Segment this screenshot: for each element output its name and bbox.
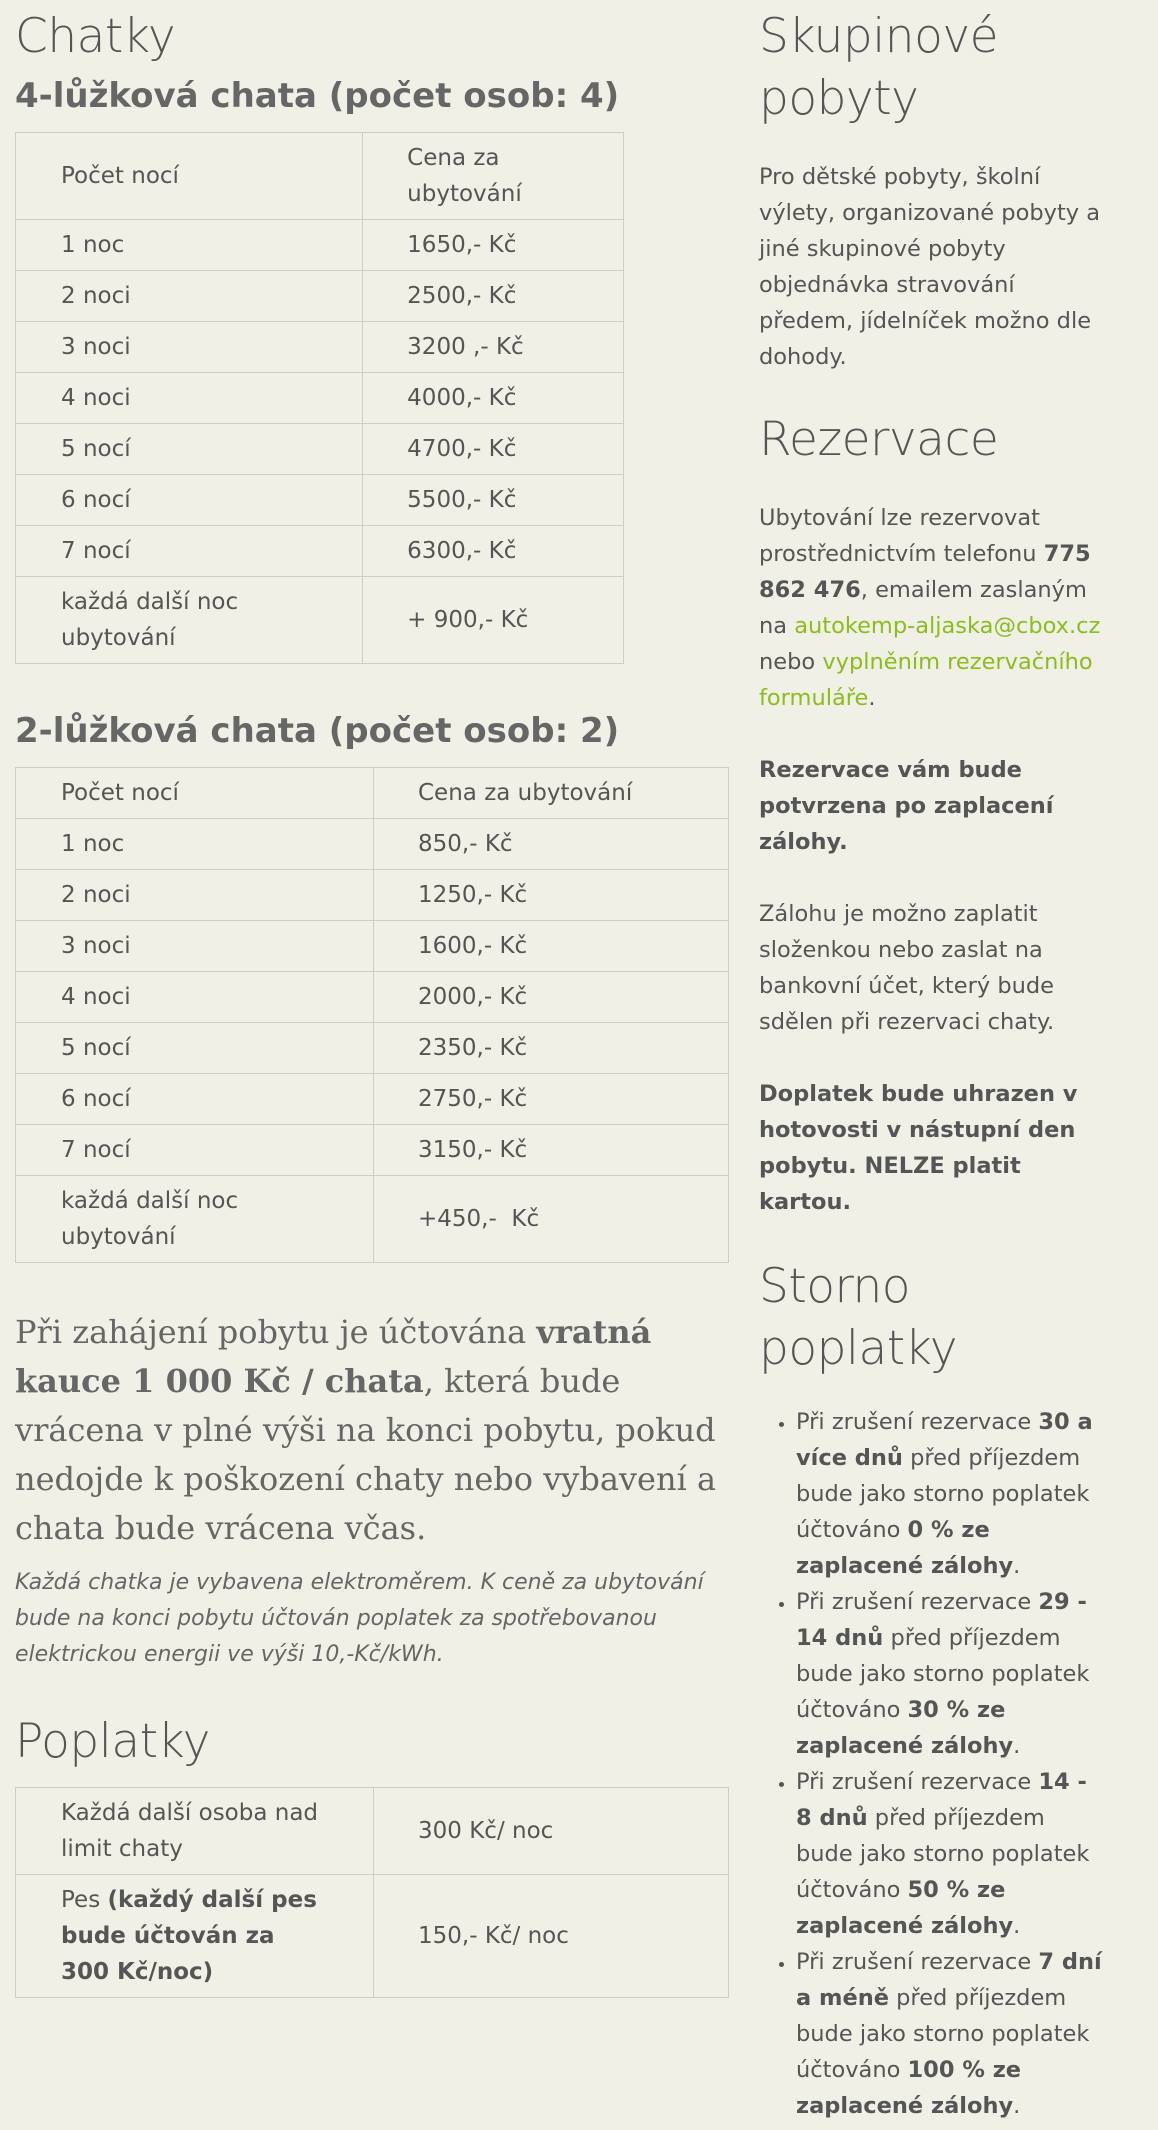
fee-label-bold: (každý další pes bude účtován za 300 Kč/noc) — [61, 1887, 317, 1985]
price-cell: 1600,- Kč — [374, 921, 729, 972]
reservation-title: Rezervace — [759, 412, 999, 467]
storno-fee: 50 % ze zaplacené zálohy — [796, 1877, 1014, 1939]
price-cell: + 900,- Kč — [363, 577, 624, 664]
table-row — [16, 220, 624, 271]
page-title: Chatky — [15, 9, 176, 64]
nights-cell: 2 noci — [16, 271, 363, 322]
storno-text: . — [1013, 1733, 1021, 1759]
cancellation-title: Storno poplatky — [759, 1259, 958, 1376]
storno-text: Při zrušení rezervace — [796, 1949, 1039, 1975]
deposit-text-end: , která bude vrácena v plné výši na konci pobytu, pokud nedojde k poškození chaty nebo vybavení a chata bude vrácena včas. — [15, 1362, 717, 1547]
table-row — [16, 373, 624, 424]
storno-text: . — [1013, 1913, 1021, 1939]
storno-text: Při zrušení rezervace — [796, 1409, 1039, 1435]
table-header-cell: Cena za ubytování — [363, 133, 624, 220]
table-header-row — [16, 768, 729, 819]
reservation-form-link[interactable]: vyplněním rezervačního formuláře — [759, 649, 1093, 711]
storno-text: před příjezdem bude jako storno poplatek účtováno — [796, 1625, 1090, 1723]
nights-cell: 2 noci — [16, 870, 374, 921]
nights-cell: 4 noci — [16, 373, 363, 424]
list-item — [796, 1584, 1104, 1764]
deposit-info: Zálohu je možno zaplatit složenkou nebo zaslat na bankovní účet, který bude sdělen při rezervaci chaty. — [759, 901, 1055, 1035]
cancellation-list — [759, 1404, 1104, 2124]
storno-text: Při zrušení rezervace — [796, 1589, 1039, 1615]
nights-cell: 7 nocí — [16, 526, 363, 577]
table-row — [16, 577, 624, 664]
reservation-text-part: . — [868, 685, 876, 711]
price-cell: +450,- Kč — [374, 1176, 729, 1263]
deposit-text-start: Při zahájení pobytu je účtována — [15, 1313, 537, 1351]
storno-fee: 100 % ze zaplacené zálohy — [796, 2057, 1022, 2119]
fees-table — [15, 1787, 729, 1998]
table-row — [16, 1074, 729, 1125]
table-header-cell: Počet nocí — [16, 768, 374, 819]
table-row — [16, 1023, 729, 1074]
price-cell: 3150,- Kč — [374, 1125, 729, 1176]
nights-cell: 3 noci — [16, 322, 363, 373]
sidebar — [759, 0, 1104, 2124]
nights-cell: každá další noc ubytování — [16, 577, 363, 664]
table-row — [16, 526, 624, 577]
electricity-note: Každá chatka je vybavena elektroměrem. K ceně za ubytování bude na konci pobytu účtován poplatek za spotřebovanou elektrickou energii ve výši 10,-Kč/kWh. — [15, 1570, 704, 1667]
chata2-price-table — [15, 767, 729, 1263]
storno-fee: 30 % ze zaplacené zálohy — [796, 1697, 1014, 1759]
email-link[interactable]: autokemp-aljaska@cbox.cz — [794, 613, 1101, 639]
surcharge-info — [759, 1076, 1104, 1220]
table-row — [16, 1176, 729, 1263]
group-stays-title: Skupinové pobyty — [759, 9, 999, 126]
deposit-amount: vratná kauce 1 000 Kč / chata — [15, 1313, 652, 1400]
table-header-row — [16, 133, 624, 220]
list-item — [796, 1764, 1104, 1944]
nights-cell: 6 nocí — [16, 475, 363, 526]
chata4-price-table — [15, 132, 624, 664]
reservation-text — [759, 500, 1104, 716]
table-row — [16, 972, 729, 1023]
storno-text: Při zrušení rezervace — [796, 1769, 1039, 1795]
table-row — [16, 1125, 729, 1176]
storno-text: před příjezdem bude jako storno poplatek účtováno — [796, 1805, 1090, 1903]
price-cell: 850,- Kč — [374, 819, 729, 870]
fee-label-cell: Každá další osoba nad limit chaty — [16, 1788, 374, 1875]
list-item — [796, 1404, 1104, 1584]
price-cell: 2000,- Kč — [374, 972, 729, 1023]
table-row — [16, 271, 624, 322]
chata2-heading: 2-lůžková chata (počet osob: 2) — [15, 711, 620, 751]
chata4-heading: 4-lůžková chata (počet osob: 4) — [15, 76, 620, 116]
nights-cell: 1 noc — [16, 220, 363, 271]
table-row — [16, 322, 624, 373]
price-cell: 2750,- Kč — [374, 1074, 729, 1125]
group-stays-text: Pro dětské pobyty, školní výlety, organizované pobyty a jiné skupinové pobyty objednávka stravování předem, jídelníček možno dle dohody. — [759, 164, 1101, 370]
deposit-paragraph — [15, 1308, 730, 1553]
price-cell: 6300,- Kč — [363, 526, 624, 577]
fee-value-cell: 300 Kč/ noc — [374, 1788, 729, 1875]
price-cell: 1650,- Kč — [363, 220, 624, 271]
fee-label-plain: Pes — [61, 1887, 108, 1913]
nights-cell: 4 noci — [16, 972, 374, 1023]
table-row — [16, 424, 624, 475]
price-cell: 1250,- Kč — [374, 870, 729, 921]
fees-title: Poplatky — [15, 1714, 210, 1769]
reservation-text-part: , emailem zaslaným na — [759, 577, 1087, 639]
storno-text: před příjezdem bude jako storno poplatek účtováno — [796, 1985, 1090, 2083]
nights-cell: 6 nocí — [16, 1074, 374, 1125]
table-row — [16, 921, 729, 972]
storno-period: 14 - 8 dnů — [796, 1769, 1087, 1831]
nights-cell: 5 nocí — [16, 424, 363, 475]
reservation-confirm-text: Rezervace vám bude potvrzena po zaplacení zálohy. — [759, 757, 1054, 855]
storno-text: . — [1013, 2093, 1021, 2119]
surcharge-text: Doplatek bude uhrazen v hotovosti v nástupní den pobytu. NELZE platit kartou. — [759, 1081, 1078, 1215]
price-cell: 5500,- Kč — [363, 475, 624, 526]
table-row — [16, 819, 729, 870]
storno-text: . — [1013, 1553, 1021, 1579]
storno-period: 29 - 14 dnů — [796, 1589, 1087, 1651]
table-row — [16, 870, 729, 921]
storno-text: před příjezdem bude jako storno poplatek účtováno — [796, 1445, 1090, 1543]
price-cell: 3200 ,- Kč — [363, 322, 624, 373]
storno-fee: 0 % ze zaplacené zálohy — [796, 1517, 1014, 1579]
storno-period: 7 dní a méně — [796, 1949, 1102, 2011]
table-row — [16, 1875, 729, 1998]
table-row — [16, 1788, 729, 1875]
price-cell: 2350,- Kč — [374, 1023, 729, 1074]
storno-period: 30 a více dnů — [796, 1409, 1093, 1471]
nights-cell: 5 nocí — [16, 1023, 374, 1074]
main-content — [15, 0, 730, 1998]
nights-cell: 1 noc — [16, 819, 374, 870]
list-item — [796, 1944, 1104, 2124]
nights-cell: 7 nocí — [16, 1125, 374, 1176]
nights-cell: 3 noci — [16, 921, 374, 972]
reservation-confirm — [759, 752, 1104, 860]
table-row — [16, 475, 624, 526]
fee-value-cell: 150,- Kč/ noc — [374, 1875, 729, 1998]
price-cell: 4000,- Kč — [363, 373, 624, 424]
fee-label-cell — [16, 1875, 374, 1998]
nights-cell: každá další noc ubytování — [16, 1176, 374, 1263]
reservation-text-part: nebo — [759, 649, 823, 675]
table-header-cell: Cena za ubytování — [374, 768, 729, 819]
table-header-cell: Počet nocí — [16, 133, 363, 220]
price-cell: 2500,- Kč — [363, 271, 624, 322]
reservation-text-part: Ubytování lze rezervovat prostřednictvím telefonu — [759, 505, 1044, 567]
price-cell: 4700,- Kč — [363, 424, 624, 475]
phone-number: 775 862 476 — [759, 541, 1091, 603]
